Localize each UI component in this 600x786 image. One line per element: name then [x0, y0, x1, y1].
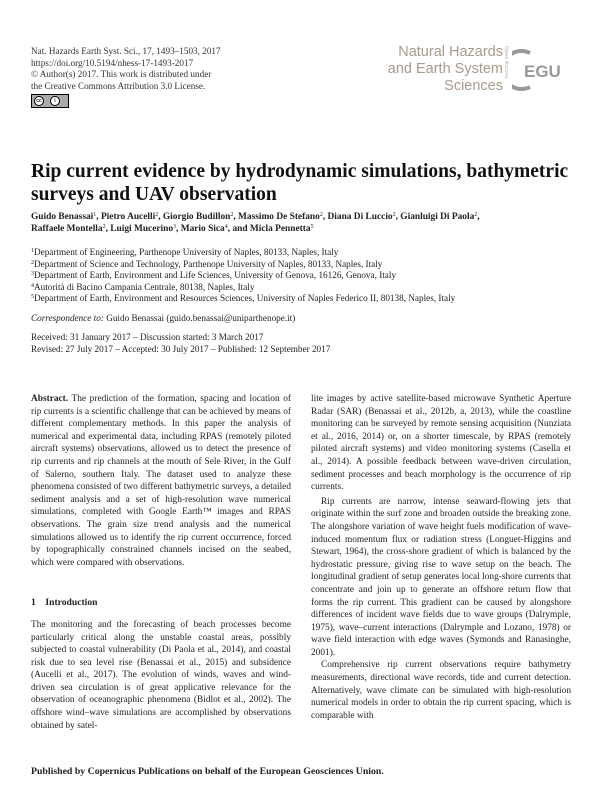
- affiliation-line: $^5$Department of Earth, Environment and Resources Sciences, University of Naples Federico II, 80138, Naples, Italy: [31, 293, 456, 304]
- author-name: and Micla Pennetta$^5$: [232, 224, 314, 234]
- egu-text: EGU: [524, 62, 561, 81]
- license-line: the Creative Commons Attribution 3.0 License.: [31, 80, 206, 91]
- affiliation-line: $^2$Department of Science and Technology, Parthenope University of Naples, 80133, Naples, Italy: [31, 258, 383, 269]
- copyright-line: © Author(s) 2017. This work is distributed under: [31, 69, 212, 80]
- affiliations: [31, 247, 576, 305]
- correspondence-label: Correspondence to:: [31, 313, 104, 323]
- affiliation-line: $^3$Department of Earth, Environment and Life Sciences, University of Genova, 16126, Genova, Italy: [31, 270, 397, 281]
- body-paragraph: Rip currents are narrow, intense seaward-flowing jets that originate within the surf zone and broaden outside the breaking zone. The alongshore variation of wave height fuels modification of wave-induced momentum flux or radiation stress (Longuet-Higgins and Stewart, 1964), the cross-shore gradient of which is balanced by the hydrostatic pressure, giving rise to wave setup on the beach. The longitudinal gradient of setup generates local long-shore currents that concentrate and join up to generate an offshore return flow that forms the rip current. This gradient can be caused by alongshore differences of incident wave fields due to wave groups (Dalrymple, 1975), wave–current interactions (Dalrymple and Lozano, 1978) or wave field interaction with edge waves (Symonds and Ranasinghe, 2001).: [311, 496, 571, 658]
- logo-line: and Earth System: [387, 61, 503, 77]
- revised-dates: Revised: 27 July 2017 – Accepted: 30 July 2017 – Published: 12 September 2017: [31, 343, 331, 354]
- right-column: [311, 393, 571, 722]
- left-column: [31, 393, 291, 732]
- intro-paragraph: The monitoring and the forecasting of beach processes become particularly critical along the unstable coastal areas, possibly subjected to coastal vulnerability (Di Paola et al., 2014), and coastal risk due to sea level rise (Benassai et al., 2015) and subsidence (Aucelli et al., 2017). The evolution of winds, waves and wind-driven sea circulation is of great applicative relevance for the observation of oceanographic phenomena (Bidlot et al., 2002). The offshore wind–wave simulations are accomplished by observations obtained by satel-: [31, 619, 291, 731]
- cc-by-license-badge[interactable]: [31, 94, 69, 108]
- author-name: Massimo De Stefano$^2$: [238, 212, 323, 222]
- author-name: Pietro Aucelli$^2$: [100, 212, 159, 222]
- journal-citation: Nat. Hazards Earth Syst. Sci., 17, 1493–1503, 2017: [31, 46, 221, 56]
- doi-link[interactable]: https://doi.org/10.5194/nhess-17-1493-2017: [31, 57, 194, 68]
- section-number: 1: [31, 597, 36, 609]
- cc-icon: cc: [34, 96, 44, 106]
- author-name: Giorgio Budillon$^2$: [162, 212, 234, 222]
- publisher-footer: Published by Copernicus Publications on behalf of the European Geosciences Union.: [31, 766, 384, 777]
- open-access-label: Open Access: [503, 46, 509, 79]
- correspondence-text: Guido Benassai (guido.benassai@uniparthenope.it): [103, 313, 296, 323]
- affiliation-line: $^4$Autorità di Bacino Campania Centrale, 80138, Naples, Italy: [31, 281, 255, 292]
- correspondence: [31, 313, 295, 323]
- abstract: [31, 393, 291, 569]
- body-paragraph: Comprehensive rip current observations require bathymetry measurements, directional wave records, tide and current detection. Alternatively, wave climate can be simulated with high-resolution numerical models in order to obtain the rip current spacing, which is comparable with: [311, 660, 571, 721]
- logo-line: Natural Hazards: [398, 44, 503, 60]
- affiliation-line: $^1$Department of Engineering, Parthenope University of Naples, 80133, Naples, Italy: [31, 247, 339, 257]
- section-title: Introduction: [45, 597, 98, 609]
- publication-dates: [31, 332, 330, 355]
- egu-logo-icon: [512, 47, 562, 93]
- author-name: Luigi Mucerino$^3$: [110, 224, 177, 234]
- citation-header: [31, 46, 221, 92]
- author-name: Gianluigi Di Paola$^2$: [400, 212, 478, 222]
- author-name: Diana Di Luccio$^2$: [327, 212, 396, 222]
- paper-title: Rip current evidence by hydrodynamic simulations, bathymetric surveys and UAV observation: [31, 161, 569, 205]
- abstract-label: Abstract.: [31, 394, 69, 404]
- author-name: Mario Sica$^4$: [180, 224, 228, 234]
- section-heading: [31, 597, 291, 610]
- author-list: Guido Benassai$^1$, Pietro Aucelli$^2$, Giorgio Budillon$^2$, Massimo De Stefano$^2$, Diana Di Luccio$^2$, Gianluigi Di Paola$^2$, Raffaele Montella$^2$, Luigi Mucerino$^3$, Mario Sica$^4$, and Micla Pennetta$^5$: [31, 212, 480, 234]
- received-dates: Received: 31 January 2017 – Discussion started: 3 March 2017: [31, 332, 264, 342]
- abstract-text: The prediction of the formation, spacing and location of rip currents is a scientific challenge that can be achieved by means of different complementary methods. In this paper the analysis of numerical and experimental data, including RPAS (remotely piloted aircraft systems) observations, allowed us to detect the presence of rip currents and rip channels at the mouth of Sele River, in the Gulf of Salerno, southern Italy. The dataset used to analyze these phenomena consisted of two different bathymetric surveys, a detailed sediment analysis and a set of high-resolution wave numerical simulations, completed with Google Earth™ images and RPAS observations. The grain size trend analysis and the numerical simulations allowed us to identify the rip current occurrence, forced by topographically constrained channels incised on the seabed, which were compared with observations.: [31, 394, 291, 568]
- journal-logo: [378, 44, 503, 95]
- by-person-icon: i: [50, 96, 60, 106]
- author-name: Raffaele Montella$^2$: [31, 224, 106, 234]
- body-paragraph: lite images by active satellite-based microwave Synthetic Aperture Radar (SAR) (Benassai et al., 2012b, a, 2013), while the coastline monitoring can be surveyed by remote sensing acquisition (Nunziata et al., 2016, 2014) or, on a shorter timescale, by RPAS (remotely piloted aircraft systems) and video monitoring systems (Casella et al., 2014). A possible feedback between wave-driven circulation, sediment processes and beach morphology is the occurrence of rip currents.: [311, 394, 571, 493]
- logo-line: Sciences: [444, 78, 503, 94]
- author-name: Guido Benassai$^1$: [31, 212, 97, 222]
